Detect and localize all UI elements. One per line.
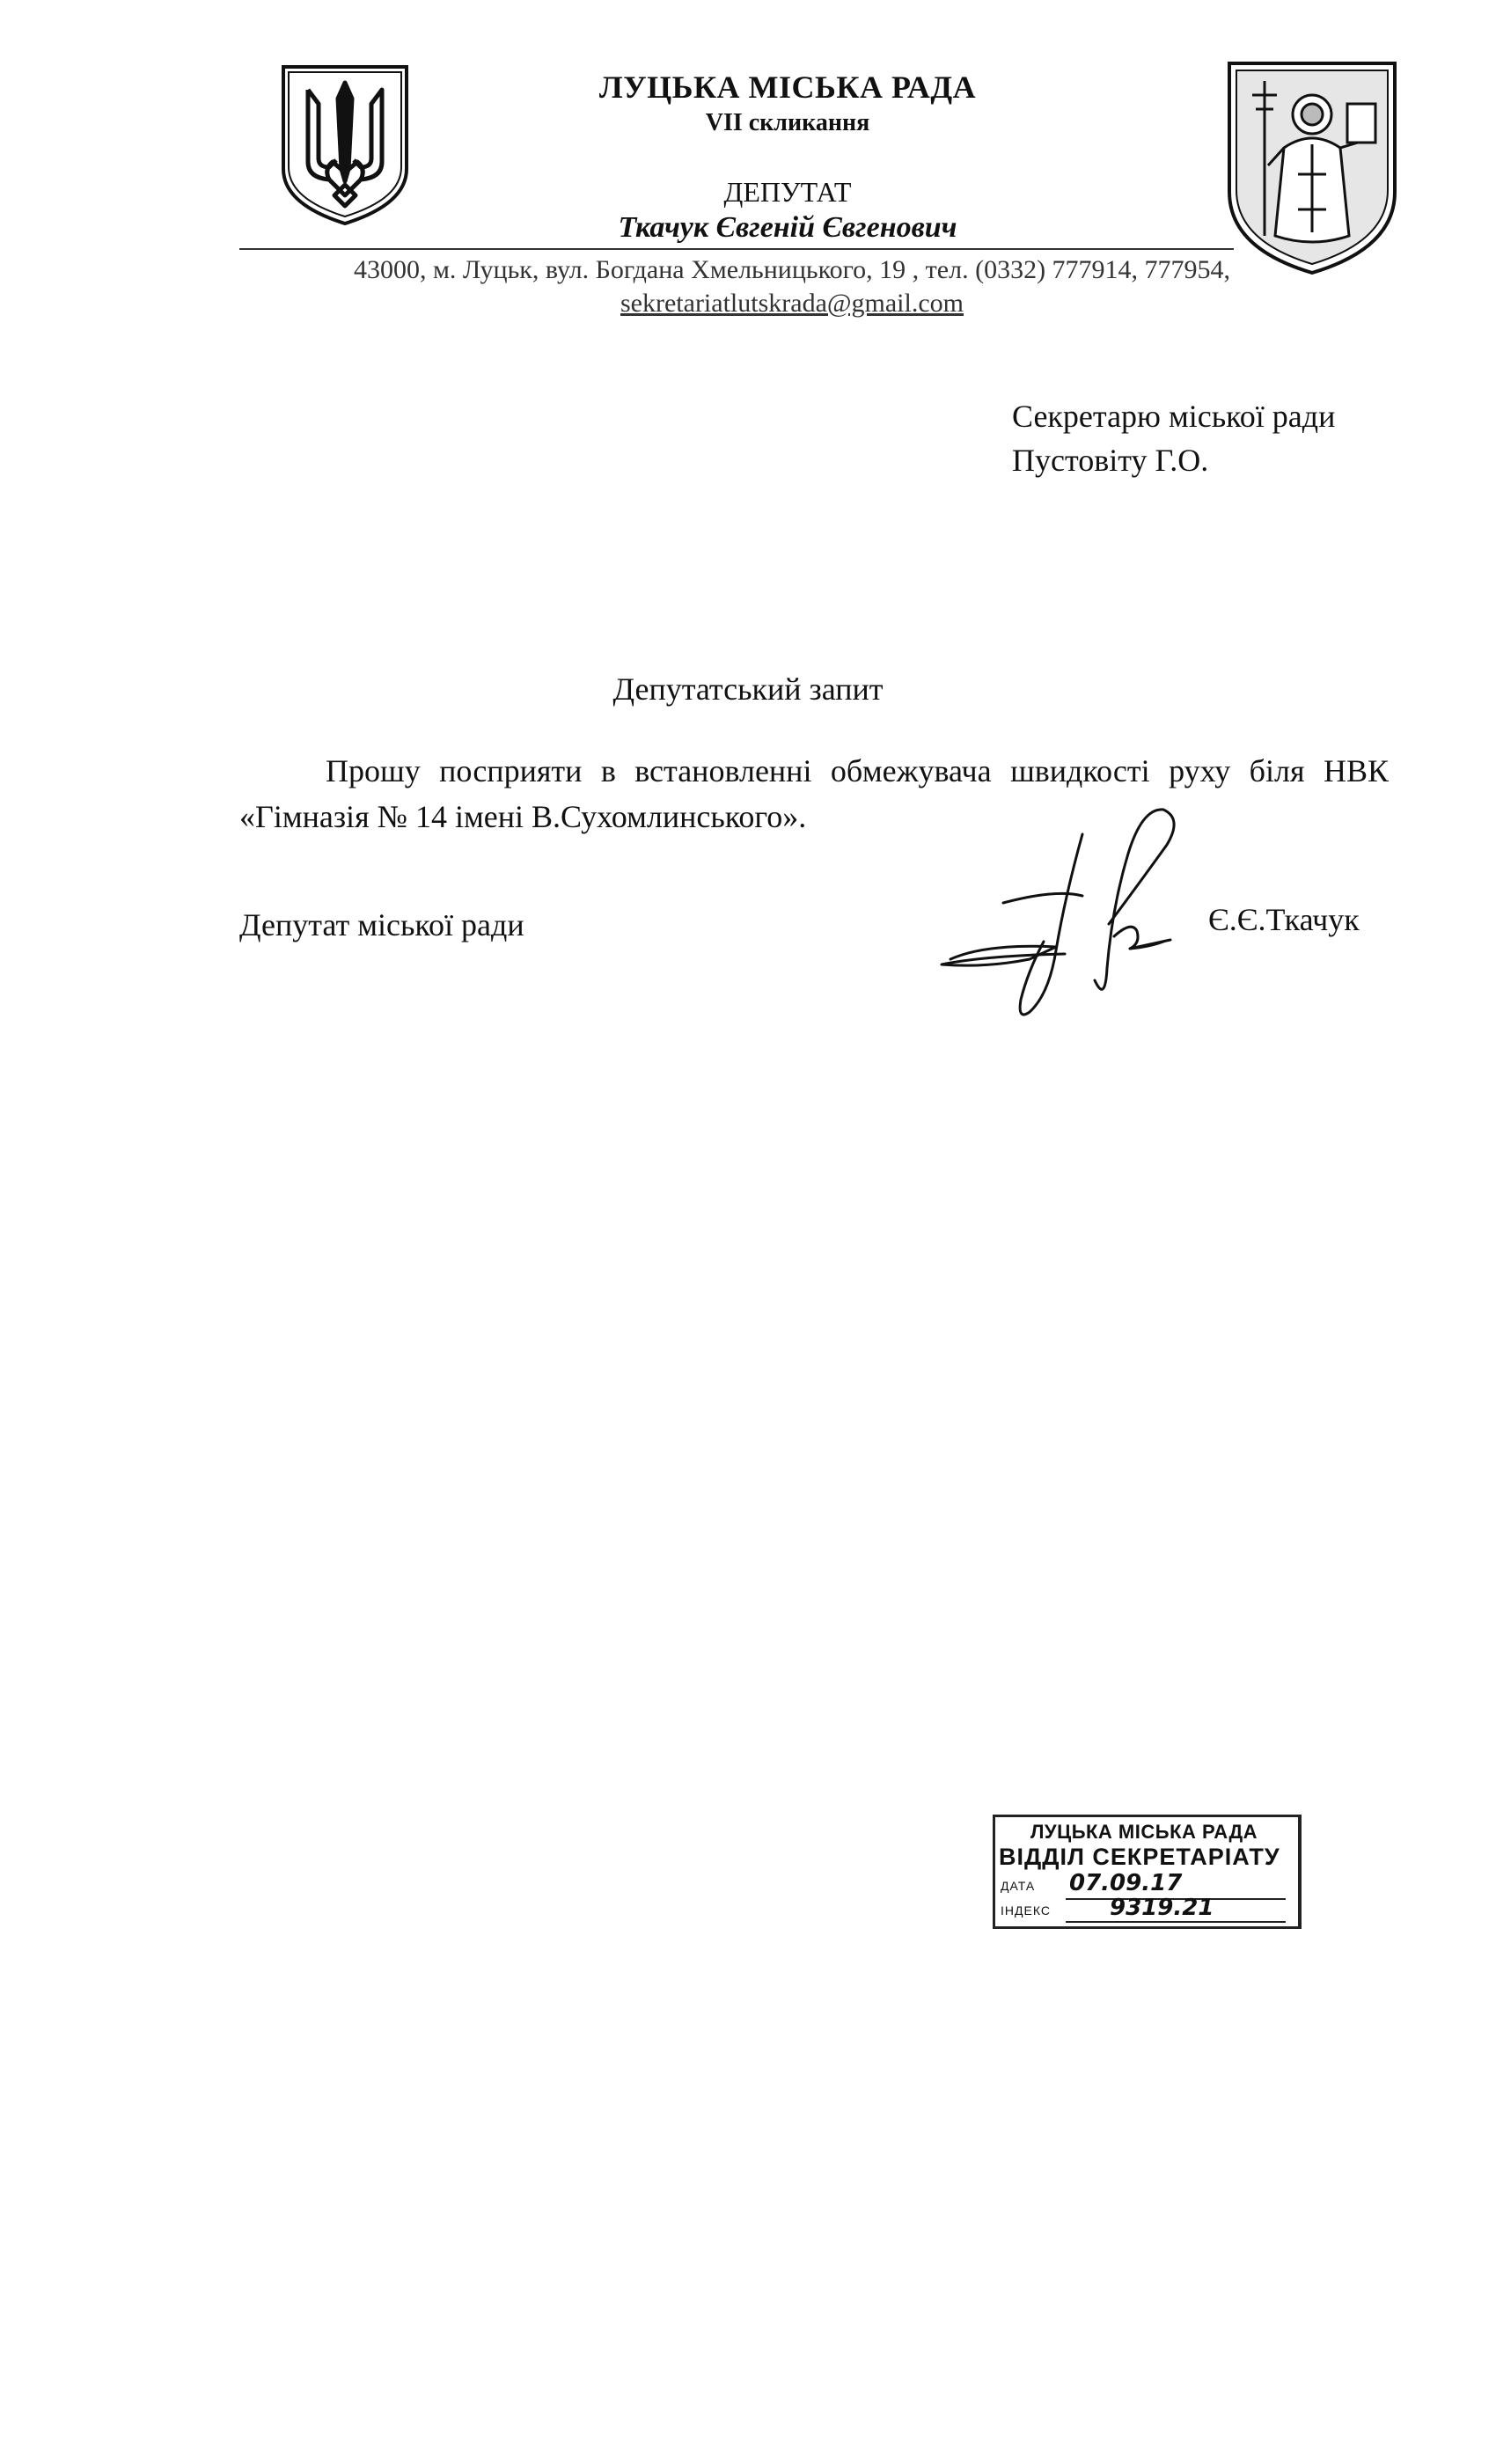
- stamp-council-name: ЛУЦЬКА МІСЬКА РАДА: [1030, 1821, 1258, 1843]
- deputy-title: ДЕПУТАТ: [723, 176, 852, 208]
- email-link[interactable]: sekretariatlutskrada@gmail.com: [620, 289, 964, 318]
- stamp-index-rule: [1066, 1921, 1286, 1923]
- handwritten-signature: [933, 792, 1197, 1030]
- council-name: ЛУЦЬКА МІСЬКА РАДА: [598, 70, 977, 105]
- signer-name: Є.Є.Ткачук: [1208, 902, 1360, 937]
- addressee-name: Пустовіту Г.О.: [1012, 443, 1209, 478]
- email-line: [440, 289, 1144, 319]
- lutsk-coat-of-arms-icon: [1226, 60, 1398, 276]
- document-title: Депутатський запит: [612, 671, 884, 707]
- registration-stamp: [993, 1815, 1302, 1929]
- stamp-department: ВІДДІЛ СЕКРЕТАРІАТУ: [999, 1844, 1280, 1870]
- address-line: 43000, м. Луцьк, вул. Богдана Хмельницького, 19 , тел. (0332) 777914, 777954,: [353, 255, 1231, 284]
- stamp-index-label: ІНДЕКС: [1001, 1903, 1051, 1918]
- deputy-name: Ткачук Євгеній Євгенович: [618, 211, 957, 244]
- document-body: Прошу посприяти в встановленні обмежувача швидкості руху біля НВК «Гімназія № 14 імені В.Сухомлинського».: [239, 753, 1389, 834]
- addressee-block: [1012, 394, 1470, 482]
- trident-coat-of-arms-icon: [280, 63, 410, 227]
- stamp-index-value: 9319.21: [1110, 1895, 1214, 1921]
- header-divider: [239, 248, 1234, 250]
- signer-position: Депутат міської ради: [239, 907, 524, 942]
- stamp-date-label: ДАТА: [1001, 1879, 1036, 1893]
- convocation: VII скликання: [705, 109, 870, 136]
- stamp-date-value: 07.09.17: [1069, 1870, 1183, 1896]
- addressee-position: Секретарю міської ради: [1012, 399, 1336, 434]
